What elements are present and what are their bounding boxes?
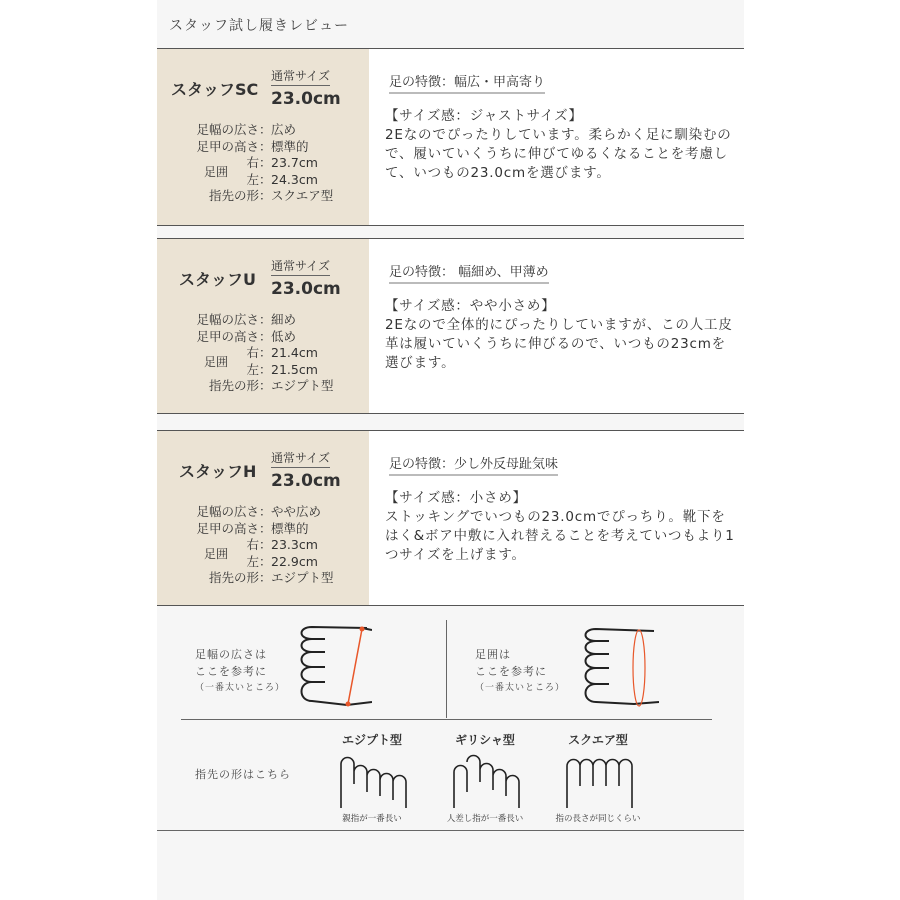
- guide-divider: [446, 620, 447, 718]
- girth-label: 足囲: [204, 165, 229, 179]
- colon: ：: [259, 155, 272, 170]
- width-value: やや広め: [271, 504, 322, 519]
- colon: ：: [259, 520, 272, 536]
- width-value: 細め: [271, 312, 297, 327]
- usual-size: 23.0cm: [271, 279, 341, 299]
- girth-guide-text: [475, 646, 565, 697]
- width-guide-line: 足幅の広さは: [195, 648, 267, 661]
- staff-review-card: [157, 238, 744, 414]
- staff-profile: [157, 431, 369, 605]
- height-value: 標準的: [271, 520, 309, 536]
- spec-label: 足甲の高さ: [196, 520, 259, 536]
- left-girth-value: 21.5cm: [271, 361, 318, 377]
- width-guide-line: （一番太いところ）: [195, 683, 286, 693]
- toe-value: エジプト型: [271, 570, 334, 585]
- spec-label: 足甲の高さ: [196, 138, 259, 154]
- foot-girth-illustration: [579, 622, 659, 717]
- foot-feature: 足の特徴：幅広・甲高寄り: [389, 71, 545, 94]
- toe-shape-caption: 指の長さが同じくらい: [555, 814, 641, 824]
- girth-guide-line: （一番太いところ）: [475, 683, 566, 693]
- height-value: 低め: [271, 328, 297, 344]
- measurement-guide: [157, 606, 744, 831]
- toe-shape-icon: [452, 746, 524, 812]
- staff-profile: [157, 239, 369, 413]
- colon: ：: [259, 188, 272, 203]
- toe-shape-icon: [565, 746, 637, 812]
- toe-shape-caption: 人差し指が一番長い: [446, 814, 524, 824]
- girth-label: 足囲: [204, 547, 229, 561]
- spec-label: 左: [246, 553, 259, 569]
- review-comment: 2Eなのでぴったりしています。柔らかく足に馴染むので、履いていくうちに伸びてゆるくなることを考慮して、いつもの23.0cmを選びます。: [385, 127, 732, 181]
- spec-label: 右: [246, 345, 259, 360]
- spec-label: 足幅の広さ: [196, 504, 259, 519]
- fit-label: 【サイズ感：ジャストサイズ】: [385, 108, 583, 124]
- foot-specs: [157, 122, 369, 205]
- foot-feature: 足の特徴： 幅細め、甲薄め: [389, 261, 549, 284]
- toe-shape-name: エジプト型: [341, 733, 402, 747]
- width-value: 広め: [271, 122, 297, 137]
- colon: ：: [259, 312, 272, 327]
- staff-name: スタッフH: [179, 462, 257, 481]
- colon: ：: [259, 122, 272, 137]
- review-body: [385, 489, 735, 565]
- toe-value: スクエア型: [271, 188, 334, 203]
- foot-feature: 足の特徴：少し外反母趾気味: [389, 453, 558, 476]
- colon: ：: [259, 537, 272, 552]
- width-guide-text: [195, 646, 285, 697]
- usual-size: 23.0cm: [271, 471, 341, 491]
- spec-label: 左: [246, 361, 259, 377]
- colon: ：: [259, 328, 272, 344]
- review-text: [369, 49, 744, 225]
- colon: ：: [259, 378, 272, 393]
- toe-shape-icon: [339, 746, 411, 812]
- toe-value: エジプト型: [271, 378, 334, 393]
- colon: ：: [259, 361, 272, 377]
- spec-label: 足甲の高さ: [196, 328, 259, 344]
- staff-name: スタッフSC: [171, 80, 259, 99]
- right-girth-value: 23.7cm: [271, 155, 318, 170]
- spec-label: 左: [246, 171, 259, 187]
- spec-label: 足幅の広さ: [196, 122, 259, 137]
- foot-width-illustration: [297, 622, 372, 717]
- usual-size-label: 通常サイズ: [271, 67, 330, 86]
- girth-label: 足囲: [204, 355, 229, 369]
- colon: ：: [259, 345, 272, 360]
- toe-shape-name: スクエア型: [568, 733, 628, 747]
- toe-shape-caption: 親指が一番長い: [342, 814, 402, 824]
- review-body: [385, 297, 735, 373]
- staff-review-card: [157, 430, 744, 606]
- spec-label: 右: [246, 537, 259, 552]
- page-title: スタッフ試し履きレビュー: [169, 18, 349, 34]
- left-girth-value: 22.9cm: [271, 553, 318, 569]
- colon: ：: [259, 138, 272, 154]
- guide-separator: [181, 719, 712, 720]
- right-girth-value: 23.3cm: [271, 537, 318, 552]
- staff-review-card: [157, 48, 744, 226]
- staff-profile: [157, 49, 369, 225]
- girth-guide-line: 足囲は: [475, 648, 511, 661]
- fit-label: 【サイズ感：やや小さめ】: [385, 298, 556, 314]
- left-girth-value: 24.3cm: [271, 171, 318, 187]
- content-column: [157, 0, 744, 900]
- width-guide-line: ここを参考に: [195, 665, 267, 678]
- review-comment: 2Eなので全体的にぴったりしていますが、この人工皮革は履いていくうちに伸びるので、いつもの23cmを選びます。: [385, 317, 733, 371]
- foot-specs: [157, 504, 369, 587]
- right-girth-value: 21.4cm: [271, 345, 318, 360]
- usual-size: 23.0cm: [271, 89, 341, 109]
- usual-size-label: 通常サイズ: [271, 257, 330, 276]
- spec-label: 指先の形: [208, 570, 259, 585]
- colon: ：: [259, 570, 272, 585]
- spec-label: 右: [246, 155, 259, 170]
- usual-size-label: 通常サイズ: [271, 449, 330, 468]
- foot-specs: [157, 312, 369, 395]
- review-text: [369, 431, 744, 605]
- toe-shape-name: ギリシャ型: [455, 733, 515, 747]
- staff-name: スタッフU: [179, 270, 256, 289]
- toe-shape-title: 指先の形はこちら: [195, 768, 291, 781]
- spec-label: 指先の形: [208, 378, 259, 393]
- review-comment: ストッキングでいつもの23.0cmでぴっちり。靴下をはく&ボア中敷に入れ替えることを考えていつもより1つサイズを上げます。: [385, 509, 735, 563]
- review-text: [369, 239, 744, 413]
- spec-label: 指先の形: [208, 188, 259, 203]
- colon: ：: [259, 504, 272, 519]
- fit-label: 【サイズ感：小さめ】: [385, 490, 527, 506]
- girth-guide-line: ここを参考に: [475, 665, 547, 678]
- colon: ：: [259, 553, 272, 569]
- spec-label: 足幅の広さ: [196, 312, 259, 327]
- height-value: 標準的: [271, 138, 309, 154]
- colon: ：: [259, 171, 272, 187]
- review-body: [385, 107, 735, 183]
